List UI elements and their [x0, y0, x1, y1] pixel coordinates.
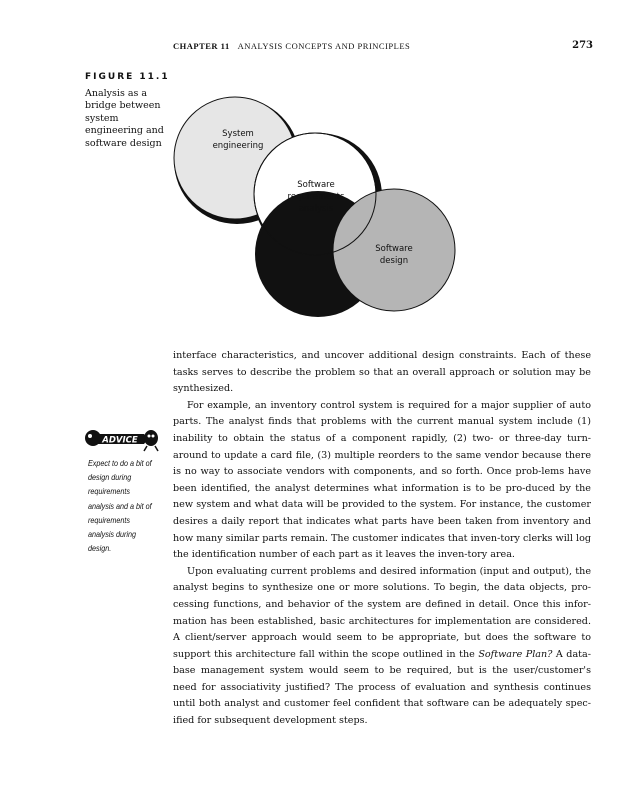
advice-badge — [84, 425, 164, 453]
figure-caption: Analysis as a bridge between system engineering and software design — [85, 88, 164, 149]
advice-badge-text: ADVICE — [102, 435, 138, 446]
paragraph-3-part-2: A data-base management system would seem to be required, but is the user/customer's need for associativity justified? The process of evaluation and synthesis continues until both analyst and customer feel confident that software can be adequately spec-ified for subsequent development steps. — [173, 648, 591, 727]
design-label-1: Software — [375, 244, 413, 254]
requirements-label-2: requirements — [287, 192, 345, 202]
page-header — [173, 41, 593, 55]
system-label-2: engineering — [212, 141, 264, 151]
figure-label: FIGURE 11.1 — [85, 72, 170, 82]
paragraph-3 — [173, 564, 591, 730]
advice-note: Expect to do a bit of design during requirements analysis and a bit of requirements analysis during design. — [88, 458, 152, 554]
requirements-label-1: Software — [297, 180, 335, 190]
paragraph-2: For example, an inventory control system is required for a major supplier of auto parts. The analyst finds that problems with the current manual system include (1) inability to obtain the status of a component rapidly, (2) two- or three-day turn-around to update a card file, (3) multiple reorders to the same vendor because there is no way to associate vendors with components, and so forth. Once prob-lems have been identified, the analyst determines what information is to be pro-duced by the new system and what data will be provided to the system. For instance, the customer desires a daily report that indicates what parts have been taken from inventory and how many similar parts remain. The customer indicates that inven-tory clerks will log the identification number of each part as it leaves the inven-tory area. — [173, 399, 591, 561]
venn-diagram — [168, 90, 413, 315]
software-plan-title: Software Plan? — [478, 648, 553, 660]
paragraph-3-part-1: Upon evaluating current problems and desired information (input and output), the analyst begins to synthesize one or more solutions. To begin, the data objects, pro-cessing functions, and behavior of the system are defined in detail. Once this infor-mation has been established, basic architectures for implementation are considered. A client/server approach would seem to be appropriate, but does the software to support this architecture fall within the scope outlined in the — [173, 565, 591, 660]
chapter-label: CHAPTER 11 — [173, 41, 230, 51]
advice-face-icon — [144, 430, 158, 451]
body-text — [173, 348, 591, 730]
requirements-label-3: analysis — [298, 204, 334, 214]
system-label-1: System — [222, 129, 254, 139]
page-number: 273 — [572, 40, 593, 51]
design-label-2: design — [379, 256, 409, 266]
chapter-title: ANALYSIS CONCEPTS AND PRINCIPLES — [237, 41, 411, 51]
running-head — [173, 41, 410, 51]
paragraph-1: interface characteristics, and uncover additional design constraints. Each of these tasks serves to describe the problem so that an overall approach or solution may be synthesized. — [173, 350, 591, 395]
